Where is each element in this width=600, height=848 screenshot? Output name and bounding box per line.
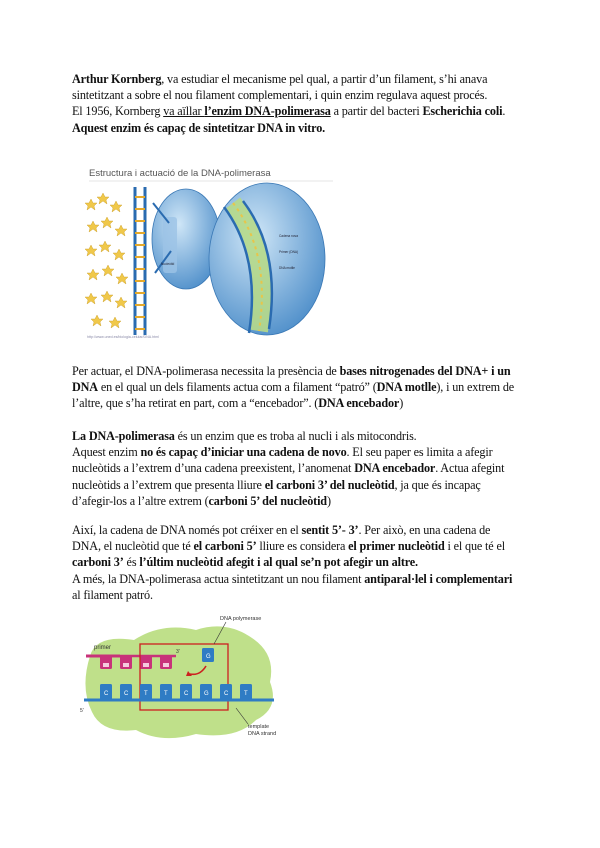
- figure-dna-polymerase-action: [76, 604, 280, 744]
- svg-text:C: C: [104, 691, 109, 697]
- svg-text:Primer (DNA): Primer (DNA): [279, 250, 299, 254]
- svg-text:Nucleòtid: Nucleòtid: [161, 262, 175, 266]
- polymerase-label: DNA polymerase: [220, 616, 262, 622]
- svg-text:T: T: [144, 691, 148, 697]
- paragraph-requirements: Per actuar, el DNA-polimerasa necessita la presència de bases nitrogenades del DNA+ i un DNA en el qual un dels filaments actua com a filament “patró” (DNA motlle), i un extrem de l’altre, que s’ha retirat en part, com a “encebador”. (DNA encebador): [72, 364, 515, 411]
- svg-text:T: T: [244, 691, 248, 697]
- name-kornberg: Arthur Kornberg: [72, 72, 162, 86]
- svg-text:G: G: [206, 654, 211, 660]
- figure-dna-polymerase-structure: [83, 163, 338, 341]
- paragraph-kornberg: Arthur Kornberg, va estudiar el mecanisme pel qual, a partir d’un filament, s’hi anava sintetitzant a sobre el nou filament complementari, i quin enzim regulava aquest procés. El 1956, Kornberg va aïllar l’enzim DNA-polimerasa a partir del bacteri Escherichia coli. Aquest enzim és capaç de sintetitzar DNA in vitro.: [72, 72, 506, 135]
- polymerase-blob: [85, 626, 272, 738]
- svg-text:C: C: [224, 691, 229, 697]
- figure-title: Estructura i actuació de la DNA-polimerasa: [89, 168, 271, 179]
- svg-text:C: C: [124, 691, 129, 697]
- svg-text:DNA motlle: DNA motlle: [279, 266, 295, 270]
- term-ecoli: Escherichia coli: [422, 104, 503, 119]
- figure-source-url: http://www.uned.es/biologia-celular/DNA.html: [87, 335, 159, 339]
- paragraph-direction: Així, la cadena de DNA només pot créixer en el sentit 5’- 3’. Per això, en una cadena de DNA, el nucleòtid que té el carboni 5’ lliure es considera el primer nucleòtid i el que té el carboni 3’ és l’últim nucleòtid afegit i al qual se’n pot afegir un altre. A més, la DNA-polimerasa actua sintetitzant un nou filament antiparal·lel i complementari al filament patró.: [72, 523, 513, 602]
- template-label: template: [248, 724, 270, 730]
- svg-text:C: C: [184, 691, 189, 697]
- svg-text:3’: 3’: [176, 649, 180, 655]
- polymerase-large-sphere: [209, 183, 325, 335]
- primer-label: primer: [94, 645, 112, 651]
- svg-text:G: G: [204, 691, 209, 697]
- strand-label: DNA strand: [248, 731, 277, 737]
- paragraph-enzyme-role: La DNA-polimerasa és un enzim que es troba al nucli i als mitocondris. Aquest enzim no és capaç d’iniciar una cadena de novo. El seu paper es limita a afegir nucleòtids a l’extrem d’una cadena preexistent, l’anomenat DNA encebador. Actua afegint nucleòtids a l’extrem que presenta lliure el carboni 3’ del nucleòtid, ja que és incapaç d’afegir-los a l’altre extrem (carboni 5’ del nucleòtid): [72, 429, 505, 508]
- svg-text:5’: 5’: [80, 708, 84, 714]
- term-dna-polimerasa: l’enzim DNA-polimerasa: [204, 104, 331, 119]
- svg-text:T: T: [164, 691, 168, 697]
- svg-text:Cadena nova: Cadena nova: [279, 234, 298, 238]
